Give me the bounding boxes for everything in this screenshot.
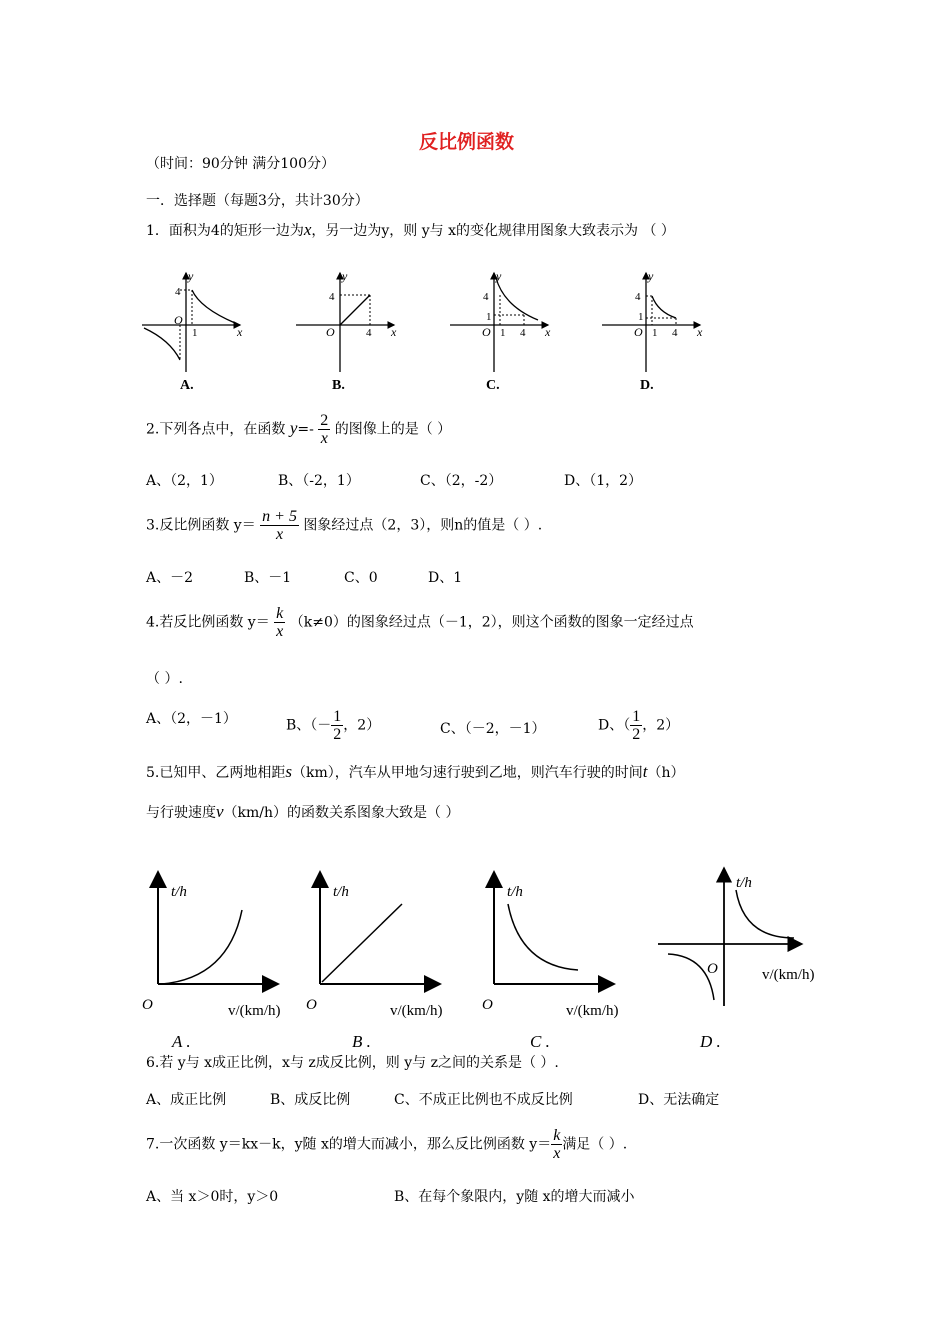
question-3 <box>146 508 542 543</box>
q1c-y: y <box>496 269 502 283</box>
q4-optb-fraction: $\frac{1}{2}$ <box>333 708 342 743</box>
q3-option-d: D、1 <box>428 570 463 586</box>
q5a-origin: O <box>142 997 153 1013</box>
q5-graph-d <box>658 870 815 1006</box>
q6-option-c: C、不成正比例也不成反比例 <box>394 1092 573 1108</box>
q1b-origin: O <box>326 325 335 339</box>
q5d-origin: O <box>707 961 718 977</box>
question-7 <box>146 1127 627 1162</box>
q5c-xlabel: v/(km/h) <box>566 1003 619 1019</box>
q4-option-b: B、（－ $\frac{1}{2}$ ，2） <box>286 708 381 743</box>
q1c-tick1y: 1 <box>486 311 492 323</box>
q4-fraction: $\frac{k}{x}$ <box>276 605 284 640</box>
q1c-origin: O <box>482 325 491 339</box>
q7-fraction: $\frac{k}{x}$ <box>553 1127 561 1162</box>
q1-label-d: D. <box>640 378 654 393</box>
q6-option-b: B、成反比例 <box>270 1092 351 1108</box>
q7-text-post: 满足（ ）. <box>562 1136 628 1153</box>
q5c-origin: O <box>482 997 493 1013</box>
q5a-ylabel: t/h <box>171 884 187 900</box>
q4-text-pre: 4.若反比例函数 y＝ <box>146 614 270 631</box>
q4-answer-paren: （ ）. <box>146 671 183 687</box>
q1-label-b: B. <box>332 378 345 393</box>
q5-graph-b <box>306 874 443 1019</box>
q3-fraction: $\frac{n + 5}{x}$ <box>262 508 297 543</box>
q1d-x: x <box>697 325 703 339</box>
q1a-x: x <box>237 325 243 339</box>
exam-meta: （时间：90分钟 满分100分） <box>146 156 335 172</box>
q5b-ylabel: t/h <box>333 884 349 900</box>
question-2 <box>146 412 451 447</box>
q5-s: s <box>285 762 292 781</box>
question-4 <box>146 605 694 640</box>
q2-option-a: A、（2，1） <box>146 473 223 489</box>
q1a-tick4: 4 <box>175 286 181 298</box>
q5-label-d: D . <box>700 1032 721 1051</box>
q5-label-c: C . <box>530 1032 550 1051</box>
q3-option-b: B、－1 <box>244 570 292 586</box>
q1c-tick4y: 4 <box>483 291 489 303</box>
q3-option-a: A、－2 <box>146 570 194 586</box>
q1-graph-c <box>450 269 551 372</box>
q4-text-post: （k≠0）的图象经过点（－1，2），则这个函数的图象一定经过点 <box>289 614 694 631</box>
q5-label-b: B . <box>352 1032 371 1051</box>
q2-option-d: D、（1，2） <box>564 473 643 489</box>
q5b-origin: O <box>306 997 317 1013</box>
q1d-tick1x: 1 <box>652 327 658 339</box>
q4-optd-fraction: $\frac{1}{2}$ <box>632 708 641 743</box>
q1b-x: x <box>391 325 397 339</box>
question-1 <box>146 220 675 240</box>
q5a-xlabel: v/(km/h) <box>228 1003 281 1019</box>
question-6: 6.若 y与 x成正比例，x与 z成反比例，则 y与 z之间的关系是（ ）. <box>146 1055 559 1071</box>
q1d-tick1y: 1 <box>638 311 644 323</box>
q1d-tick4x: 4 <box>672 327 678 339</box>
q1-graphs <box>140 268 720 398</box>
q5b-xlabel: v/(km/h) <box>390 1003 443 1019</box>
question-5-line2: 与行驶速度v（km/h）的函数关系图象大致是（ ） <box>146 802 460 821</box>
q1d-tick4y: 4 <box>635 291 641 303</box>
q5d-ylabel: t/h <box>736 875 752 891</box>
q4-option-c: C、（－2，－1） <box>440 721 546 737</box>
q4-option-d: D、（ $\frac{1}{2}$ ，2） <box>598 708 680 743</box>
q1a-y: y <box>188 269 194 283</box>
q5d-xlabel: v/(km/h) <box>762 967 815 983</box>
q1-label-c: C. <box>486 378 500 393</box>
q5c-ylabel: t/h <box>507 884 523 900</box>
q1a-origin: O <box>174 313 183 327</box>
q2-option-c: C、（2，-2） <box>420 473 503 489</box>
q5-graph-c <box>482 874 619 1019</box>
q1-text-post: ，另一边为y，则 y与 x的变化规律用图象大致表示为 （ ） <box>311 223 675 239</box>
q1-graph-a <box>142 269 243 372</box>
q1b-tick4y: 4 <box>329 291 335 303</box>
q5-t: t <box>642 762 648 781</box>
section-heading: 一．选择题（每题3分，共计30分） <box>146 193 369 209</box>
q1a-tick1: 1 <box>192 327 198 339</box>
q1d-origin: O <box>634 325 643 339</box>
q5-graph-a <box>142 874 281 1019</box>
q2-fraction: $\frac{2}{x}$ <box>320 412 329 447</box>
q2-y: y <box>289 418 298 438</box>
q4-option-a: A、（2，－1） <box>146 711 237 727</box>
q1-graph-d <box>602 269 703 372</box>
q1-label-a: A. <box>180 378 194 393</box>
q7-option-b: B、在每个象限内，y随 x的增大而减小 <box>394 1189 635 1205</box>
q2-text-post: 的图像上的是（ ） <box>334 421 452 438</box>
q2-option-b: B、（-2，1） <box>278 473 360 489</box>
q3-option-c: C、0 <box>344 570 378 586</box>
q1-text-pre: 1．面积为4的矩形一边为 <box>146 223 304 239</box>
q2-text-pre: 2.下列各点中，在函数 <box>146 421 286 438</box>
q3-text-pre: 3.反比例函数 y＝ <box>146 517 256 534</box>
question-5-line1: 5.已知甲、乙两地相距s（km），汽车从甲地匀速行驶到乙地，则汽车行驶的时间t（h） <box>146 762 685 781</box>
q1-var: x <box>303 220 312 239</box>
q1b-y: y <box>342 269 348 283</box>
q5-v: v <box>216 802 224 821</box>
page-title: 反比例函数 <box>419 131 515 153</box>
q1c-tick4x: 4 <box>520 327 526 339</box>
q3-text-post: 图象经过点（2，3），则n的值是（ ）. <box>303 517 543 534</box>
q1-graph-b <box>296 269 397 372</box>
q5-label-a: A . <box>172 1032 191 1051</box>
q1c-tick1x: 1 <box>500 327 506 339</box>
q2-eq: =- <box>297 421 314 438</box>
q7-text-pre: 7.一次函数 y＝kx－k，y随 x的增大而减小，那么反比例函数 y＝ <box>146 1136 552 1153</box>
q7-option-a: A、当 x＞0时，y＞0 <box>146 1189 279 1205</box>
q1d-y: y <box>648 269 654 283</box>
q1b-tick4x: 4 <box>366 327 372 339</box>
q1c-x: x <box>545 325 551 339</box>
q5-graphs <box>138 866 828 1026</box>
q6-option-d: D、无法确定 <box>638 1092 720 1108</box>
q6-option-a: A、成正比例 <box>146 1092 227 1108</box>
